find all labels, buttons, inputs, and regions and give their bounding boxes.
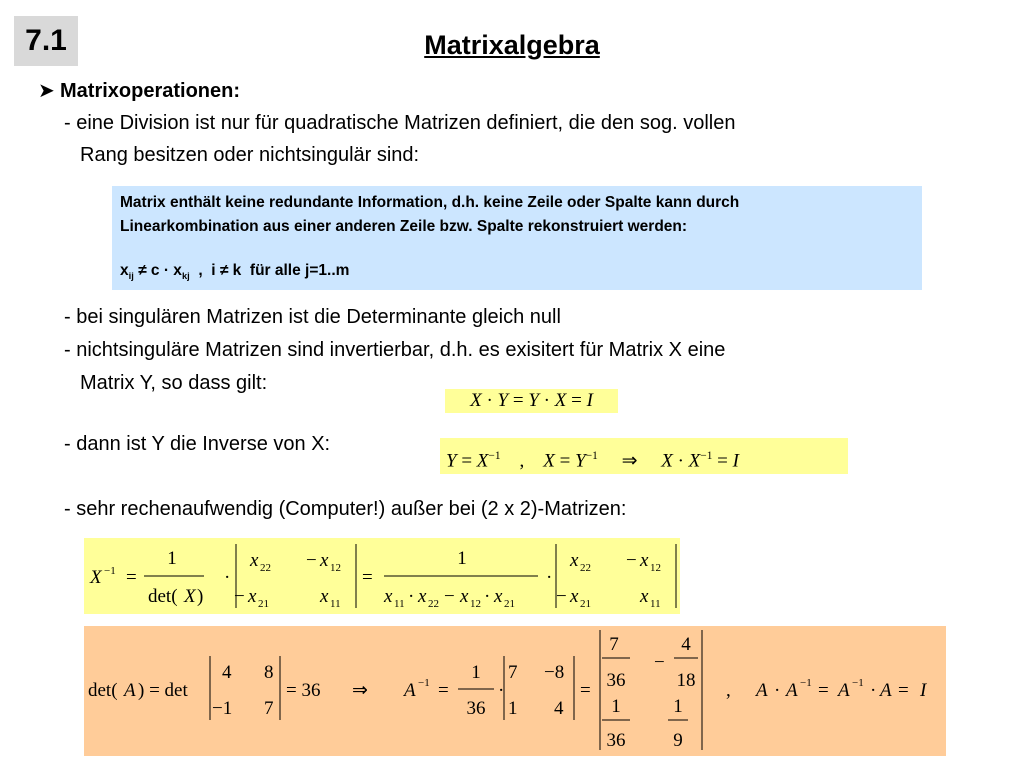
bullet-invertible-line2: Matrix Y, so dass gilt:	[80, 372, 268, 394]
info-box-formula: $x_{ij} \ne c \cdot x_{kj}$ , i ≠ k für alle j=1..m	[120, 262, 350, 282]
bullet-division-line1: - eine Division ist nur für quadratische Matrizen definiert, die den sog. vollen	[64, 112, 736, 134]
svg-text:7: 7	[264, 698, 274, 719]
svg-text:·: ·	[408, 586, 415, 607]
svg-text:·: ·	[774, 680, 781, 701]
svg-text:x: x	[320, 550, 329, 571]
svg-text:−: −	[306, 550, 317, 571]
svg-text:x: x	[640, 586, 649, 607]
slide-number-badge: 7.1	[14, 16, 78, 66]
section-heading-text: Matrixoperationen:	[60, 80, 241, 102]
svg-text:det(: det(	[88, 680, 118, 701]
svg-text:x: x	[418, 586, 427, 607]
arrow-bullet-icon: ➤	[38, 80, 55, 102]
svg-text:x: x	[248, 586, 257, 607]
svg-text:X: X	[184, 586, 196, 607]
svg-text:·: ·	[870, 680, 877, 701]
svg-text:−: −	[556, 586, 567, 607]
formula-2x2-inverse-graphic	[84, 538, 680, 614]
svg-text:22: 22	[428, 598, 439, 610]
svg-text:·: ·	[224, 567, 231, 588]
svg-text:x: x	[570, 550, 579, 571]
svg-text:A: A	[880, 680, 892, 701]
svg-text:22: 22	[580, 562, 591, 574]
svg-text:1: 1	[508, 698, 518, 719]
svg-text:−: −	[654, 652, 665, 673]
svg-text:−: −	[234, 586, 245, 607]
svg-text:A: A	[404, 680, 416, 701]
svg-text:−1: −1	[104, 565, 116, 577]
svg-text:12: 12	[330, 562, 341, 574]
svg-text:A: A	[756, 680, 768, 701]
svg-text:21: 21	[504, 598, 515, 610]
example-2x2-inverse-graphic	[84, 626, 946, 756]
svg-text:1: 1	[611, 696, 621, 717]
svg-text:A: A	[124, 680, 136, 701]
svg-text:36: 36	[606, 670, 626, 691]
svg-text:12: 12	[650, 562, 661, 574]
svg-text:x: x	[494, 586, 503, 607]
svg-text:−1: −1	[852, 677, 864, 689]
svg-text:1: 1	[471, 662, 481, 683]
svg-text:−: −	[444, 586, 455, 607]
svg-text:=: =	[898, 680, 909, 701]
info-box-line2: Linearkombination aus einer anderen Zeile bzw. Spalte rekonstruiert werden:	[120, 218, 688, 235]
info-box-formula-text: für alle j=1..m	[249, 262, 350, 279]
svg-text:I: I	[920, 680, 927, 701]
svg-text:−8: −8	[544, 662, 565, 683]
svg-text:x: x	[320, 586, 329, 607]
svg-text:8: 8	[264, 662, 274, 683]
svg-text:36: 36	[606, 730, 626, 751]
svg-text:9: 9	[673, 730, 683, 751]
info-box-line1: Matrix enthält keine redundante Information, d.h. keine Zeile oder Spalte kann durch	[120, 194, 740, 211]
svg-text:−1: −1	[800, 677, 812, 689]
bullet-division-line2: Rang besitzen oder nichtsingulär sind:	[80, 144, 420, 166]
formula-xy-identity: X · Y = Y · X = I	[445, 389, 618, 413]
svg-text:,: ,	[726, 680, 731, 701]
example-2x2-inverse	[84, 626, 946, 756]
svg-text:) = det: ) = det	[138, 680, 188, 701]
svg-text:1: 1	[457, 548, 467, 569]
svg-text:−: −	[626, 550, 637, 571]
svg-text:4: 4	[554, 698, 564, 719]
svg-text:det(: det(	[148, 586, 178, 607]
bullet-invertible-line1: - nichtsinguläre Matrizen sind invertierbar, d.h. es exisitert für Matrix X eine	[64, 339, 726, 361]
svg-text:36: 36	[466, 698, 486, 719]
svg-text:1: 1	[673, 696, 683, 717]
svg-text:): )	[197, 586, 204, 607]
svg-text:12: 12	[470, 598, 481, 610]
svg-text:·: ·	[498, 680, 505, 701]
svg-text:=: =	[362, 567, 373, 588]
svg-text:=: =	[126, 567, 137, 588]
svg-text:4: 4	[681, 634, 691, 655]
svg-text:X: X	[90, 567, 102, 588]
svg-text:x: x	[570, 586, 579, 607]
svg-text:x: x	[460, 586, 469, 607]
svg-text:22: 22	[260, 562, 271, 574]
svg-text:7: 7	[609, 634, 619, 655]
svg-text:11: 11	[330, 598, 341, 610]
svg-text:21: 21	[580, 598, 591, 610]
svg-text:x: x	[384, 586, 393, 607]
info-box	[112, 186, 922, 290]
formula-inverse: $Y = X^{-1}$ , $X = Y^{-1}$ ⇒ $X \cdot X^{-1} = I$	[440, 438, 848, 474]
svg-text:⇒: ⇒	[352, 680, 368, 701]
bullet-singular: - bei singulären Matrizen ist die Determinante gleich null	[64, 306, 561, 328]
svg-text:18: 18	[676, 670, 696, 691]
svg-text:7: 7	[508, 662, 518, 683]
svg-text:A: A	[838, 680, 850, 701]
svg-text:1: 1	[167, 548, 177, 569]
slide-title: Matrixalgebra	[424, 30, 600, 60]
svg-text:4: 4	[222, 662, 232, 683]
svg-text:11: 11	[394, 598, 405, 610]
svg-text:=: =	[580, 680, 591, 701]
svg-text:·: ·	[484, 586, 491, 607]
svg-text:A: A	[786, 680, 798, 701]
svg-text:·: ·	[546, 567, 553, 588]
svg-text:−1: −1	[212, 698, 233, 719]
svg-text:=: =	[438, 680, 449, 701]
svg-text:x: x	[250, 550, 259, 571]
bullet-effort: - sehr rechenaufwendig (Computer!) außer bei (2 x 2)-Matrizen:	[64, 498, 627, 520]
section-heading	[38, 78, 240, 103]
svg-text:11: 11	[650, 598, 661, 610]
formula-2x2-inverse	[84, 538, 680, 614]
svg-text:21: 21	[258, 598, 269, 610]
bullet-inverse: - dann ist Y die Inverse von X:	[64, 433, 331, 455]
svg-text:= 36: = 36	[286, 680, 321, 701]
svg-text:=: =	[818, 680, 829, 701]
svg-text:x: x	[640, 550, 649, 571]
svg-text:−1: −1	[418, 677, 430, 689]
